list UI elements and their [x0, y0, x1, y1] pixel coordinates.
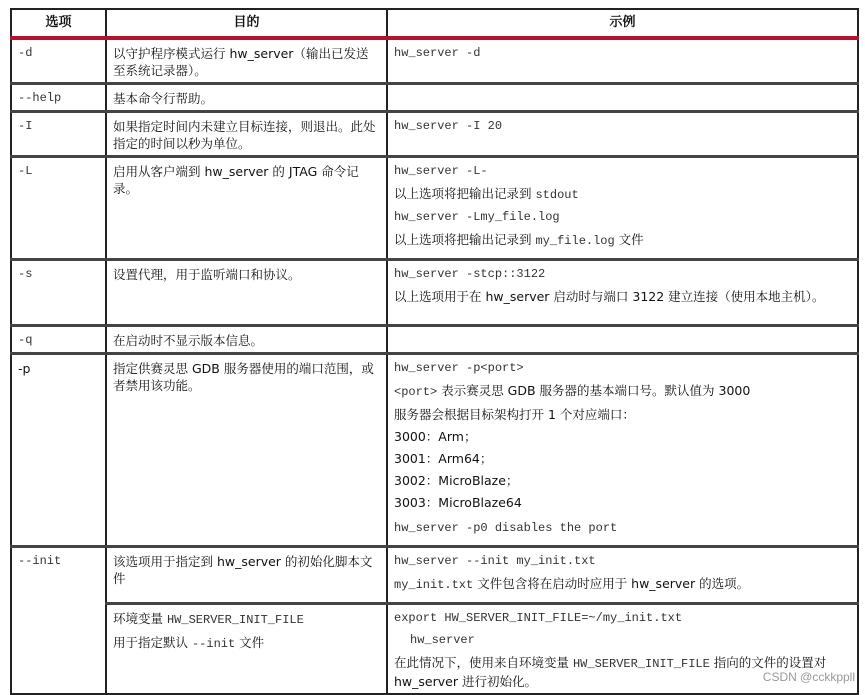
- purpose-line: [113, 634, 380, 653]
- example-cell: [387, 38, 858, 84]
- example-code: hw_server -I 20: [394, 119, 503, 133]
- note-code: my_init.txt: [394, 578, 474, 592]
- example-note: [394, 231, 851, 250]
- example-cell: [387, 547, 858, 604]
- purpose-text: 文件: [235, 635, 265, 650]
- table-row: [11, 260, 858, 326]
- purpose-line: [113, 610, 380, 629]
- port-item: 3001：Arm64；: [394, 451, 493, 466]
- purpose-cell: 启用从客户端到 hw_server 的 JTAG 命令记录。: [106, 157, 387, 260]
- note-code: stdout: [535, 188, 579, 202]
- port-item: 3000：Arm；: [394, 429, 477, 444]
- example-cell: [387, 326, 858, 354]
- example-cell: [387, 157, 858, 260]
- example-cell: [387, 112, 858, 157]
- note-text: 文件包含将在启动时应用于 hw_server 的选项。: [473, 576, 750, 591]
- header-option: 选项: [11, 9, 106, 38]
- example-code: hw_server -Lmy_file.log: [394, 210, 560, 224]
- note-code: HW_SERVER_INIT_FILE: [572, 657, 710, 671]
- header-purpose: 目的: [106, 9, 387, 38]
- note-text: 以上选项将把输出记录到: [394, 186, 536, 201]
- option-cell: -p: [11, 354, 106, 547]
- purpose-cell: 基本命令行帮助。: [106, 84, 387, 112]
- example-note: [394, 185, 851, 204]
- example-note: 服务器会根据目标架构打开 1 个对应端口：: [394, 407, 635, 422]
- purpose-cell: 指定供赛灵思 GDB 服务器使用的端口范围，或者禁用该功能。: [106, 354, 387, 547]
- header-row: [11, 9, 858, 38]
- example-code: hw_server --init my_init.txt: [394, 554, 596, 568]
- table-row: [11, 547, 858, 604]
- purpose-cell: 设置代理，用于监听端口和协议。: [106, 260, 387, 326]
- example-cell: [387, 260, 858, 326]
- watermark: CSDN @cckkppll: [762, 670, 855, 684]
- table-row: [11, 604, 858, 695]
- note-text: 表示赛灵思 GDB 服务器的基本端口号。默认值为 3000: [437, 383, 751, 398]
- option-cell: -q: [11, 326, 106, 354]
- example-cell: [387, 84, 858, 112]
- note-text: 指向的文件的设置对 hw_server 进行初始化。: [394, 655, 827, 689]
- example-code: hw_server -d: [394, 46, 481, 60]
- example-code: export HW_SERVER_INIT_FILE=~/my_init.txt: [394, 611, 683, 625]
- option-cell: -I: [11, 112, 106, 157]
- purpose-code: HW_SERVER_INIT_FILE: [166, 613, 304, 627]
- table-row: [11, 112, 858, 157]
- note-text: 以上选项将把输出记录到: [394, 232, 536, 247]
- option-cell: -s: [11, 260, 106, 326]
- purpose-code: --init: [191, 637, 236, 651]
- purpose-cell: 在启动时不显示版本信息。: [106, 326, 387, 354]
- note-code: <port>: [394, 385, 438, 399]
- option-cell: -d: [11, 38, 106, 84]
- purpose-text: 环境变量: [113, 611, 167, 626]
- table-row: [11, 38, 858, 84]
- note-code: my_file.log: [535, 234, 615, 248]
- example-note: [394, 575, 851, 594]
- option-cell: --init: [11, 547, 106, 695]
- port-item: 3002：MicroBlaze；: [394, 473, 519, 488]
- header-example: 示例: [387, 9, 858, 38]
- example-code: hw_server -L-: [394, 164, 488, 178]
- purpose-cell: [106, 604, 387, 695]
- example-code: hw_server -p0 disables the port: [394, 521, 618, 535]
- port-item: 3003：MicroBlaze64: [394, 495, 522, 510]
- purpose-cell: 该选项用于指定到 hw_server 的初始化脚本文件: [106, 547, 387, 604]
- table-row: [11, 157, 858, 260]
- table-row: [11, 326, 858, 354]
- note-text: 文件: [614, 232, 644, 247]
- example-code: hw_server -p<port>: [394, 361, 524, 375]
- example-code: hw_server -stcp::3122: [394, 267, 546, 281]
- option-cell: --help: [11, 84, 106, 112]
- example-cell: [387, 354, 858, 547]
- table-row: [11, 84, 858, 112]
- purpose-cell: 以守护程序模式运行 hw_server（输出已发送至系统记录器）。: [106, 38, 387, 84]
- option-cell: -L: [11, 157, 106, 260]
- purpose-text: 用于指定默认: [113, 635, 192, 650]
- purpose-cell: 如果指定时间内未建立目标连接，则退出。此处指定的时间以秒为单位。: [106, 112, 387, 157]
- note-text: 在此情况下，使用来自环境变量: [394, 655, 573, 670]
- options-table: [10, 8, 859, 695]
- example-code: hw_server: [410, 633, 475, 647]
- example-note: [394, 382, 851, 401]
- table-row: [11, 354, 858, 547]
- example-note: 以上选项用于在 hw_server 启动时与端口 3122 建立连接（使用本地主机）。: [394, 289, 825, 304]
